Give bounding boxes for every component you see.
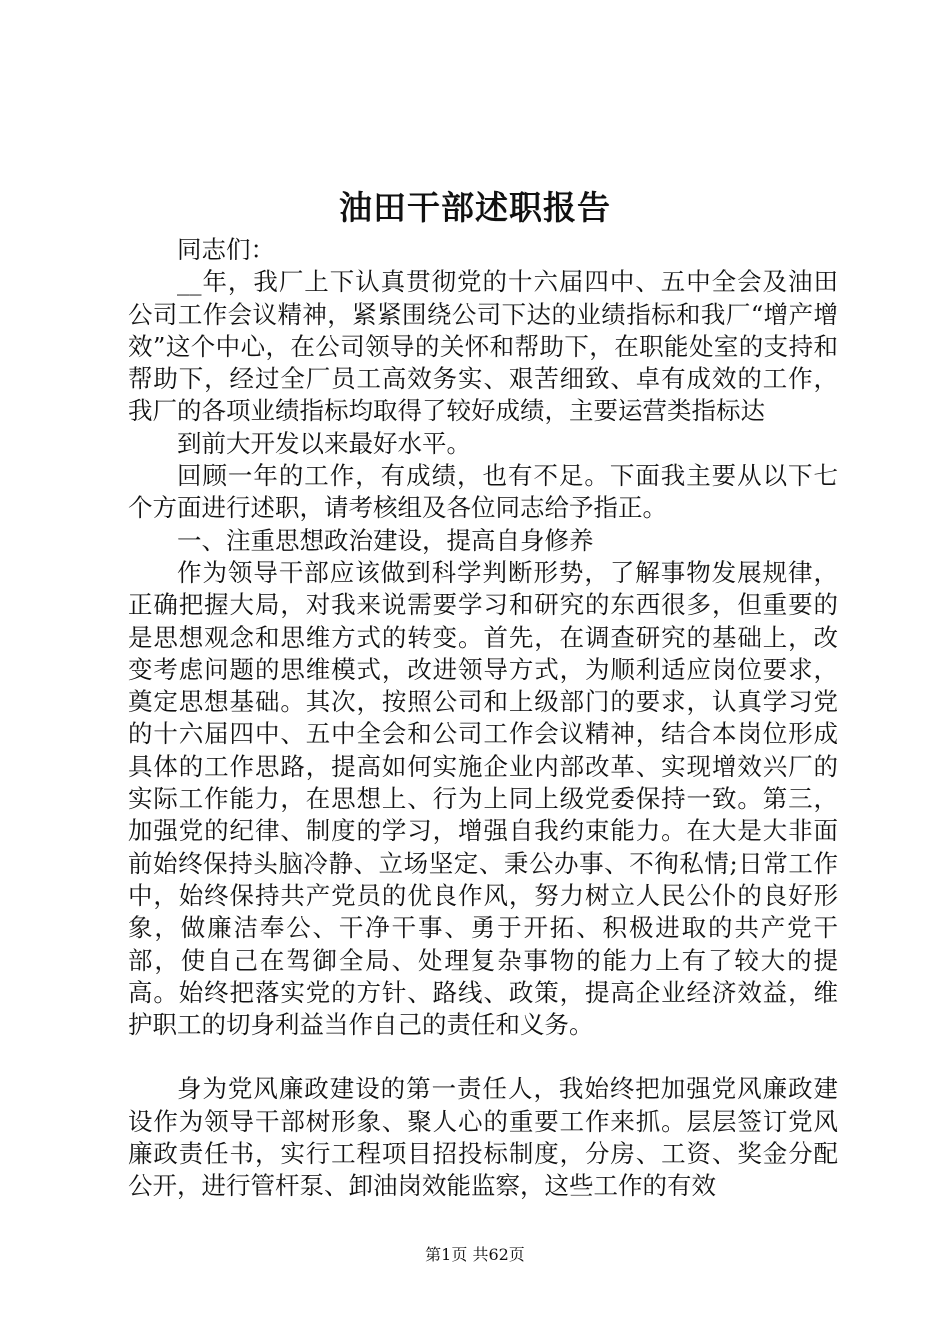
body-paragraph: 到前大开发以来最好水平。 xyxy=(177,428,471,458)
document-title: 油田干部述职报告 xyxy=(339,188,611,227)
page-number-footer: 第1页 共62页 xyxy=(425,1245,525,1264)
salutation-paragraph: 同志们： xyxy=(177,235,275,264)
body-paragraph: 身为党风廉政建设的第一责任人，我始终把加强党风廉政建设作为领导干部树形象、聚人心的重要工作来抓。层层签订党风廉政责任书，实行工程项目招投标制度，分房、工资、奖金分配公开，进行管杆泵、卸油岗效能监察，这些工作的有效 xyxy=(128,1074,838,1201)
body-paragraph: __年，我厂上下认真贯彻党的十六届四中、五中全会及油田公司工作会议精神，紧紧围绕公司下达的业绩指标和我厂“增产增效”这个中心，在公司领导的关怀和帮助下，在职能处室的支持和帮助下，经过全厂员工高效务实、艰苦细致、卓有成效的工作，我厂的各项业绩指标均取得了较好成绩，主要运营类指标达 xyxy=(128,267,838,426)
section-heading: 一、注重思想政治建设，提高自身修养 xyxy=(177,525,594,555)
body-paragraph: 作为领导干部应该做到科学判断形势，了解事物发展规律，正确把握大局，对我来说需要学习和研究的东西很多，但重要的是思想观念和思维方式的转变。首先，在调查研究的基础上，改变考虑问题的思维模式，改进领导方式，为顺利适应岗位要求，奠定思想基础。其次，按照公司和上级部门的要求，认真学习党的十六届四中、五中全会和公司工作会议精神，结合本岗位形成具体的工作思路，提高如何实施企业内部改革、实现增效兴厂的实际工作能力，在思想上、行为上同上级党委保持一致。第三，加强党的纪律、制度的学习，增强自我约束能力。在大是大非面前始终保持头脑冷静、立场坚定、秉公办事、不徇私情;日常工作中，始终保持共产党员的优良作风，努力树立人民公仆的良好形象，做廉洁奉公、干净干事、勇于开拓、积极进取的共产党干部，使自己在驾御全局、处理复杂事物的能力上有了较大的提高。始终把落实党的方针、路线、政策，提高企业经济效益，维护职工的切身利益当作自己的责任和义务。 xyxy=(128,557,838,1040)
document-body xyxy=(128,234,838,1203)
body-paragraph: 回顾一年的工作，有成绩，也有不足。下面我主要从以下七个方面进行述职，请考核组及各位同志给予指正。 xyxy=(128,461,838,523)
